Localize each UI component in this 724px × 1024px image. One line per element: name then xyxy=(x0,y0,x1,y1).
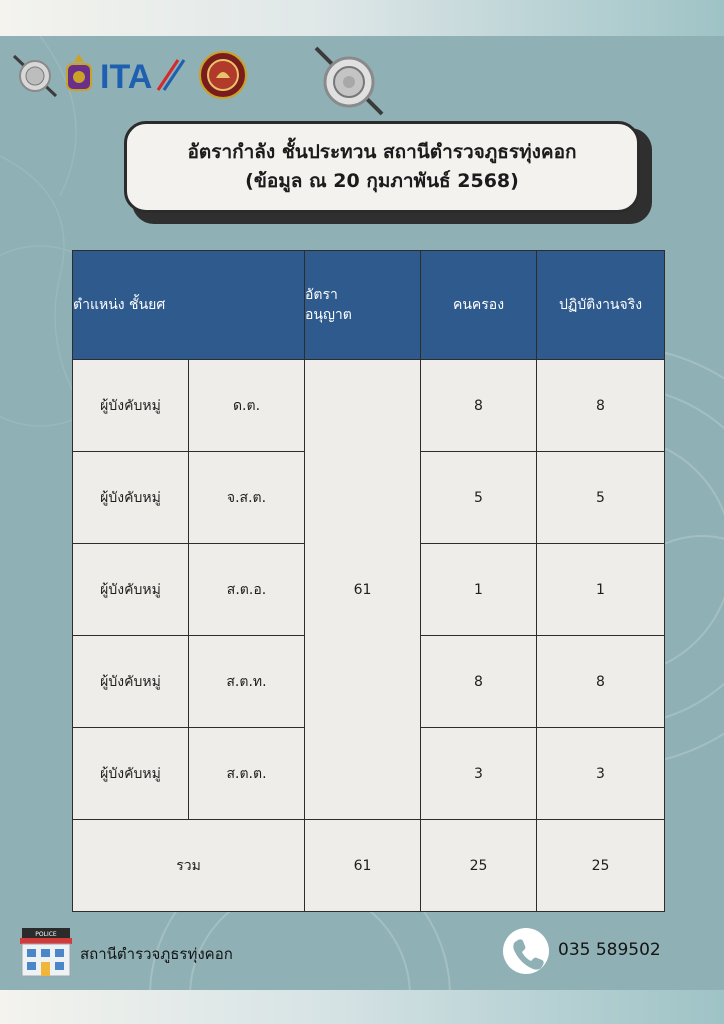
footer-station-name: สถานีตำรวจภูธรทุ่งคอก xyxy=(80,945,233,963)
cell-position: ผู้บังคับหมู่ xyxy=(73,544,189,636)
cell-allowed: 61 xyxy=(305,360,421,820)
cell-position: ผู้บังคับหมู่ xyxy=(73,636,189,728)
cell-position: ผู้บังคับหมู่ xyxy=(73,452,189,544)
police-sign-text: POLICE xyxy=(35,931,57,938)
cell-position: ผู้บังคับหมู่ xyxy=(73,360,189,452)
header-occupied: คนครอง xyxy=(421,251,537,360)
bottom-band xyxy=(0,990,724,1024)
cell-occupied: 8 xyxy=(421,636,537,728)
page-subtitle: (ข้อมูล ณ 20 กุมภาพันธ์ 2568) xyxy=(245,170,519,192)
table-header-row xyxy=(73,251,665,360)
header-allowed-line2: อนุญาต xyxy=(305,307,352,323)
cell-occupied: 8 xyxy=(421,360,537,452)
header-allowed xyxy=(305,251,421,360)
header-actual: ปฏิบัติงานจริง xyxy=(537,251,665,360)
police-seal-large-icon xyxy=(312,44,386,118)
total-actual: 25 xyxy=(537,820,665,912)
footer-phone[interactable]: 035 589502 xyxy=(558,940,661,960)
title-box xyxy=(124,121,640,213)
total-label: รวม xyxy=(73,820,305,912)
police-station-icon xyxy=(18,926,74,978)
table-row xyxy=(73,360,665,452)
footer xyxy=(0,920,724,984)
cell-rank: ส.ต.ท. xyxy=(189,636,305,728)
cell-rank: ส.ต.ต. xyxy=(189,728,305,820)
cell-occupied: 1 xyxy=(421,544,537,636)
police-seal-icon xyxy=(12,52,58,98)
cell-actual: 8 xyxy=(537,636,665,728)
manpower-table xyxy=(72,250,665,912)
ita-logo xyxy=(100,58,186,92)
header-allowed-line1: อัตรา xyxy=(305,287,338,303)
cell-position: ผู้บังคับหมู่ xyxy=(73,728,189,820)
cell-rank: ส.ต.อ. xyxy=(189,544,305,636)
cell-actual: 8 xyxy=(537,360,665,452)
cell-actual: 1 xyxy=(537,544,665,636)
table-total-row xyxy=(73,820,665,912)
cell-rank: ด.ต. xyxy=(189,360,305,452)
cell-actual: 3 xyxy=(537,728,665,820)
phone-badge[interactable] xyxy=(503,928,549,974)
total-occupied: 25 xyxy=(421,820,537,912)
red-emblem-icon xyxy=(198,50,248,100)
top-band xyxy=(0,0,724,36)
header-rank: ตำแหน่ง ชั้นยศ xyxy=(73,251,305,360)
page-title: อัตรากำลัง ชั้นประทวน สถานีตำรวจภูธรทุ่งคอก xyxy=(187,141,577,163)
cell-rank: จ.ส.ต. xyxy=(189,452,305,544)
phone-icon xyxy=(503,928,549,974)
cell-occupied: 3 xyxy=(421,728,537,820)
crest-icon xyxy=(62,52,96,96)
total-allowed: 61 xyxy=(305,820,421,912)
cell-occupied: 5 xyxy=(421,452,537,544)
cell-actual: 5 xyxy=(537,452,665,544)
ita-logo-text: ITA xyxy=(100,58,153,92)
